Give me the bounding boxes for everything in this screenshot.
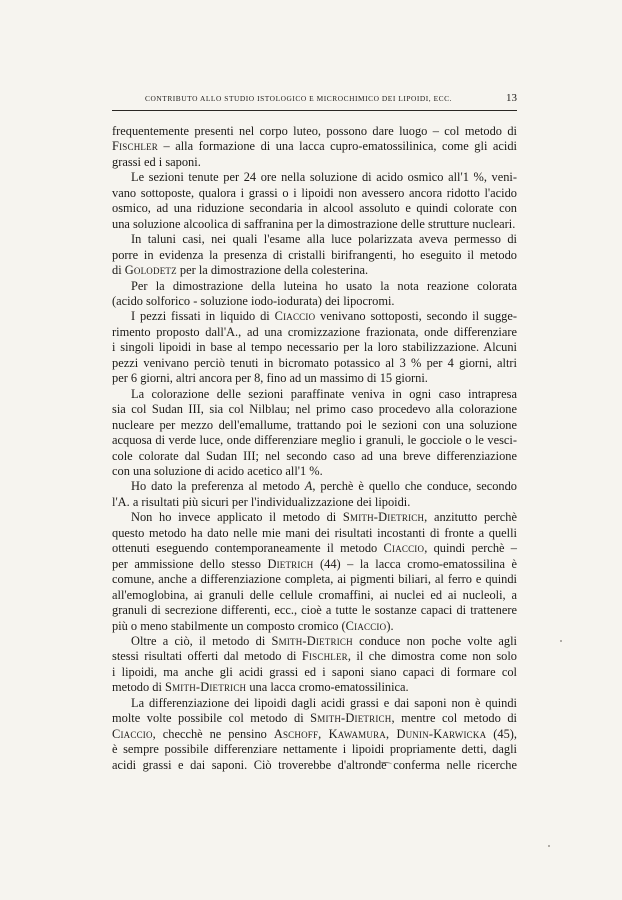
text-line: stessi risultati offerti dal metodo di Fischler, il che dimostra come non solo <box>112 649 518 664</box>
text-line: di Golodetz per la dimostrazione della colesterina. <box>112 263 369 278</box>
header-rule <box>112 110 517 111</box>
paper-speck <box>560 640 562 642</box>
author-names: Aschoff, Kawamura, Dunin-Karwicka <box>273 726 487 741</box>
text-line: Non ho invece applicato il metodo di Smith-Dietrich, anzitutto perchè <box>131 510 517 525</box>
text-line: ottenuti eseguendo contemporaneamente il metodo Ciaccio, quindi perchè – <box>112 541 517 556</box>
text-line: Oltre a ciò, il metodo di Smith-Dietrich conduce non poche volte agli <box>131 633 518 648</box>
text-line: porre in evidenza la presenza di cristalli birifrangenti, ho eseguito il metodo <box>112 247 517 262</box>
text-line: Fischler – alla formazione di una lacca cupro-ematossilinica, come gli acidi <box>112 139 517 154</box>
text-line: frequentemente presenti nel corpo luteo, possono dare luogo – col metodo di <box>112 124 517 138</box>
text-line: cole colorate dal Sudan III; nel secondo caso ad una breve differenziazione <box>112 448 517 463</box>
method-letter: A <box>304 479 313 494</box>
text-line: molte volte possibile col metodo di Smith-Dietrich, mentre col metodo di <box>112 711 517 726</box>
text-line: Per la dimostrazione della luteina ho usato la nota reazione colorata <box>131 278 517 293</box>
text-line: l'A. a risultati più sicuri per l'individualizzazione dei lipoidi. <box>112 494 411 509</box>
text-line: granuli di secrezione differenti, ecc., cioè a tutte le sostanze capaci di trattenere <box>112 603 517 618</box>
author-name: Smith-Dietrich <box>310 711 392 726</box>
text-line: nucleare per mezzo dell'emallume, trattando poi le sezioni con una soluzione <box>112 417 517 432</box>
running-head <box>145 94 517 106</box>
text-line: questo metodo ha dato nelle mie mani dei risultati incostanti di fronte a quelli <box>112 525 517 540</box>
author-name: Fischler <box>112 139 158 154</box>
author-name: Smith-Dietrich <box>165 680 247 695</box>
paper-speck <box>548 845 550 847</box>
running-title: CONTRIBUTO ALLO STUDIO ISTOLOGICO E MICROCHIMICO DEI LIPOIDI, ECC. <box>145 94 453 103</box>
text-line: In taluni casi, nei quali l'esame alla luce polarizzata aveva permesso di <box>131 232 517 247</box>
ink-mark <box>378 762 392 767</box>
body-text <box>112 124 517 773</box>
author-name: Ciaccio <box>383 541 425 556</box>
text-line: sia col Sudan III, sia col Nilblau; nel primo caso procedevo alla colorazione <box>112 402 517 417</box>
author-name: Golodetz <box>124 263 177 278</box>
author-name: Ciaccio <box>274 309 316 324</box>
text-line: per ammissione dello stesso Dietrich (44) – la lacca cromo-ematossilina è <box>112 556 517 571</box>
text-line: una soluzione alcoolica di saffranina per la dimostrazione delle strutture nucleari. <box>112 216 516 231</box>
text-line: acidi grassi e dai saponi. Ciò troverebbe d'altronde conferma nelle ricerche <box>112 757 517 772</box>
text-line: vano sottoposte, qualora i grassi o i lipoidi non avessero ancora ridotto l'acido <box>112 185 517 200</box>
text-line: comune, anche a differenziazione completa, ai pigmenti biliari, al ferro e quindi <box>112 572 517 587</box>
author-name: Fischler <box>301 649 348 664</box>
author-name: Ciaccio <box>345 618 387 633</box>
text-line: metodo di Smith-Dietrich una lacca cromo-ematossilinica. <box>112 680 409 695</box>
text-line: Ho dato la preferenza al metodo A, perchè è quello che conduce, secondo <box>131 479 517 494</box>
text-line: (acido solforico - soluzione iodo-iodurata) dei lipocromi. <box>112 293 395 308</box>
text-line: con una soluzione di acido acetico all'1 %. <box>112 463 323 478</box>
text-line: Le sezioni tenute per 24 ore nella soluzione di acido osmico all'1 %, veni- <box>131 170 517 185</box>
author-name: Ciaccio <box>112 726 153 741</box>
text-line: pezzi venivano perciò tenuti in bicromato potassico al 3 % per 4 giorni, altri <box>112 355 517 370</box>
text-line: acquosa di verde luce, onde differenziare meglio i granuli, le gocciole o le vesci- <box>112 433 517 448</box>
text-line: La colorazione delle sezioni paraffinate veniva in ogni caso intrapresa <box>131 386 517 401</box>
text-line: rimento proposto dall'A., ad una cromizzazione frazionata, onde differenziare <box>112 324 517 339</box>
text-line: I pezzi fissati in liquido di Ciaccio venivano sottoposti, secondo il sugge- <box>131 309 517 324</box>
text-line: osmico, ad una riduzione secondaria in alcool assoluto e quindi colorate con <box>112 201 517 216</box>
text-line: per 6 giorni, altri ancora per 8, fino ad un massimo di 15 giorni. <box>112 371 428 386</box>
text-line: più o meno stabilmente un composto cromico (Ciaccio). <box>112 618 394 633</box>
text-line: Ciaccio, checchè ne pensino Aschoff, Kawamura, Dunin-Karwicka (45), <box>112 726 517 741</box>
page-number: 13 <box>506 92 517 104</box>
text-line: i lipoidi, ma anche gli acidi grassi ed i saponi siano capaci di formare col <box>112 664 517 679</box>
text-line: è sempre possibile differenziare nettamente i lipoidi propriamente detti, dagli <box>112 742 517 757</box>
author-name: Smith-Dietrich <box>342 510 425 525</box>
author-name: Smith-Dietrich <box>271 633 353 648</box>
author-name: Dietrich <box>267 556 314 571</box>
text-line: grassi ed i saponi. <box>112 154 201 169</box>
text-line: all'emoglobina, ai granuli delle cellule cromaffini, ai nuclei ed ai nucleoli, a <box>112 587 517 602</box>
text-line: La differenziazione dei lipoidi dagli acidi grassi e dai saponi non è quindi <box>131 695 517 710</box>
text-line: i singoli lipoidi in base al tempo necessario per la loro stabilizzazione. Alcuni <box>112 340 517 355</box>
